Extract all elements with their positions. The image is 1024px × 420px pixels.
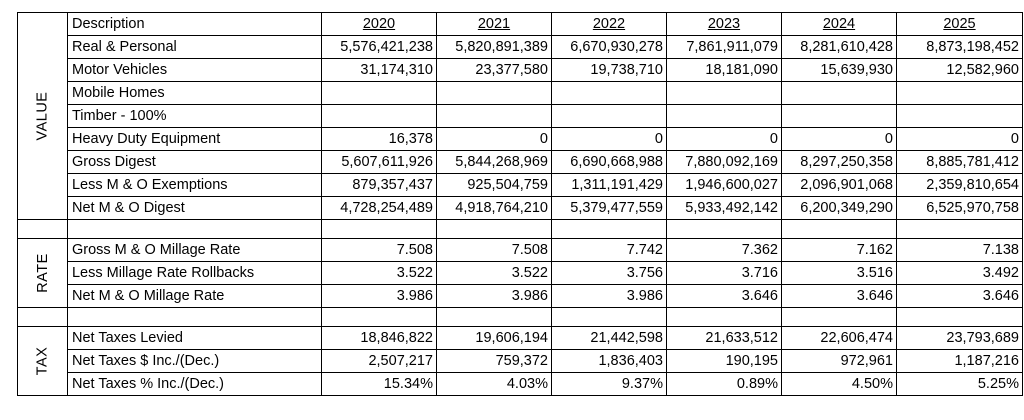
value-cell-2022: 9.37% (551, 373, 666, 396)
value-cell-2024: 4.50% (781, 373, 896, 396)
table-row (18, 174, 1023, 197)
year-header-2022: 2022 (551, 13, 666, 36)
section-label-value (18, 13, 68, 220)
value-cell-2020: 4,728,254,489 (321, 197, 436, 220)
spacer-cell (781, 220, 896, 239)
value-cell-2025: 1,187,216 (896, 350, 1022, 373)
value-cell-2022: 3.756 (551, 262, 666, 285)
section-label-text: RATE (34, 253, 51, 293)
value-cell-2022: 5,379,477,559 (551, 197, 666, 220)
value-cell-2024: 8,297,250,358 (781, 151, 896, 174)
value-cell-2022: 7.742 (551, 239, 666, 262)
value-cell-2021: 5,844,268,969 (436, 151, 551, 174)
year-header-2020: 2020 (321, 13, 436, 36)
value-cell-2020: 5,576,421,238 (321, 36, 436, 59)
year-header-2024: 2024 (781, 13, 896, 36)
value-cell-2023: 3.716 (666, 262, 781, 285)
value-cell-2021: 4.03% (436, 373, 551, 396)
table-row (18, 239, 1023, 262)
table-row (18, 373, 1023, 396)
spacer-row (18, 220, 1023, 239)
value-cell-2022: 1,311,191,429 (551, 174, 666, 197)
row-description: Heavy Duty Equipment (67, 128, 321, 151)
section-label-rate (18, 239, 68, 308)
digest-table-container (17, 12, 1023, 396)
table-row (18, 285, 1023, 308)
value-cell-2020: 16,378 (321, 128, 436, 151)
spacer-cell (18, 308, 68, 327)
spacer-cell (551, 220, 666, 239)
value-cell-2024: 3.516 (781, 262, 896, 285)
value-cell-2025: 3.646 (896, 285, 1022, 308)
value-cell-2022: 6,690,668,988 (551, 151, 666, 174)
value-cell-2025: 8,885,781,412 (896, 151, 1022, 174)
row-description: Less M & O Exemptions (67, 174, 321, 197)
spacer-row (18, 308, 1023, 327)
row-description: Net M & O Millage Rate (67, 285, 321, 308)
row-description: Motor Vehicles (67, 59, 321, 82)
spacer-cell (781, 308, 896, 327)
spacer-cell (67, 220, 321, 239)
year-header-2023: 2023 (666, 13, 781, 36)
value-cell-2022: 19,738,710 (551, 59, 666, 82)
value-cell-2022 (551, 82, 666, 105)
value-cell-2024: 2,096,901,068 (781, 174, 896, 197)
value-cell-2022: 1,836,403 (551, 350, 666, 373)
section-label-text: TAX (34, 346, 51, 376)
value-cell-2024: 22,606,474 (781, 327, 896, 350)
value-cell-2025: 7.138 (896, 239, 1022, 262)
description-header: Description (67, 13, 321, 36)
spacer-cell (896, 308, 1022, 327)
value-cell-2022: 6,670,930,278 (551, 36, 666, 59)
row-description: Net Taxes Levied (67, 327, 321, 350)
value-cell-2025: 8,873,198,452 (896, 36, 1022, 59)
spacer-cell (67, 308, 321, 327)
value-cell-2021: 3.522 (436, 262, 551, 285)
value-cell-2023: 0 (666, 128, 781, 151)
row-description: Net Taxes % Inc./(Dec.) (67, 373, 321, 396)
table-row (18, 82, 1023, 105)
value-cell-2020 (321, 105, 436, 128)
year-header-2021: 2021 (436, 13, 551, 36)
table-row (18, 36, 1023, 59)
table-row (18, 262, 1023, 285)
section-label-text: VALUE (34, 91, 51, 141)
section-label-tax (18, 327, 68, 396)
row-description: Real & Personal (67, 36, 321, 59)
value-cell-2023: 7,880,092,169 (666, 151, 781, 174)
value-cell-2022: 0 (551, 128, 666, 151)
value-cell-2023: 7,861,911,079 (666, 36, 781, 59)
value-cell-2020: 18,846,822 (321, 327, 436, 350)
value-cell-2023: 3.646 (666, 285, 781, 308)
value-cell-2025: 5.25% (896, 373, 1022, 396)
table-row (18, 151, 1023, 174)
row-description: Net Taxes $ Inc./(Dec.) (67, 350, 321, 373)
value-cell-2024 (781, 105, 896, 128)
spacer-cell (436, 220, 551, 239)
value-cell-2021: 0 (436, 128, 551, 151)
value-cell-2024: 8,281,610,428 (781, 36, 896, 59)
value-cell-2021: 7.508 (436, 239, 551, 262)
value-cell-2023: 21,633,512 (666, 327, 781, 350)
value-cell-2021: 925,504,759 (436, 174, 551, 197)
value-cell-2022: 3.986 (551, 285, 666, 308)
value-cell-2025: 3.492 (896, 262, 1022, 285)
value-cell-2025: 2,359,810,654 (896, 174, 1022, 197)
value-cell-2020: 3.986 (321, 285, 436, 308)
value-cell-2020: 7.508 (321, 239, 436, 262)
row-description: Mobile Homes (67, 82, 321, 105)
value-cell-2021: 4,918,764,210 (436, 197, 551, 220)
value-cell-2024: 3.646 (781, 285, 896, 308)
row-description: Gross M & O Millage Rate (67, 239, 321, 262)
value-cell-2024: 7.162 (781, 239, 896, 262)
spacer-cell (551, 308, 666, 327)
spacer-cell (896, 220, 1022, 239)
value-cell-2020 (321, 82, 436, 105)
value-cell-2021: 19,606,194 (436, 327, 551, 350)
tax-digest-table (17, 12, 1023, 396)
value-cell-2020: 2,507,217 (321, 350, 436, 373)
spacer-cell (666, 308, 781, 327)
table-row (18, 350, 1023, 373)
value-cell-2023: 5,933,492,142 (666, 197, 781, 220)
spacer-cell (321, 220, 436, 239)
value-cell-2021 (436, 82, 551, 105)
row-description: Gross Digest (67, 151, 321, 174)
value-cell-2025: 23,793,689 (896, 327, 1022, 350)
spacer-cell (321, 308, 436, 327)
value-cell-2023: 18,181,090 (666, 59, 781, 82)
value-cell-2025: 12,582,960 (896, 59, 1022, 82)
value-cell-2021: 3.986 (436, 285, 551, 308)
table-row (18, 59, 1023, 82)
row-description: Timber - 100% (67, 105, 321, 128)
row-description: Net M & O Digest (67, 197, 321, 220)
value-cell-2020: 15.34% (321, 373, 436, 396)
value-cell-2025: 0 (896, 128, 1022, 151)
value-cell-2020: 3.522 (321, 262, 436, 285)
table-row (18, 197, 1023, 220)
value-cell-2021 (436, 105, 551, 128)
table-row (18, 128, 1023, 151)
value-cell-2025 (896, 105, 1022, 128)
value-cell-2023 (666, 82, 781, 105)
value-cell-2024: 15,639,930 (781, 59, 896, 82)
value-cell-2025 (896, 82, 1022, 105)
table-row (18, 105, 1023, 128)
value-cell-2021: 23,377,580 (436, 59, 551, 82)
spacer-cell (18, 220, 68, 239)
value-cell-2023: 7.362 (666, 239, 781, 262)
value-cell-2021: 759,372 (436, 350, 551, 373)
year-header-2025: 2025 (896, 13, 1022, 36)
row-description: Less Millage Rate Rollbacks (67, 262, 321, 285)
header-row (18, 13, 1023, 36)
value-cell-2020: 5,607,611,926 (321, 151, 436, 174)
spacer-cell (436, 308, 551, 327)
value-cell-2023 (666, 105, 781, 128)
value-cell-2021: 5,820,891,389 (436, 36, 551, 59)
value-cell-2024: 6,200,349,290 (781, 197, 896, 220)
value-cell-2024: 0 (781, 128, 896, 151)
table-row (18, 327, 1023, 350)
value-cell-2023: 1,946,600,027 (666, 174, 781, 197)
value-cell-2025: 6,525,970,758 (896, 197, 1022, 220)
value-cell-2023: 0.89% (666, 373, 781, 396)
value-cell-2024 (781, 82, 896, 105)
value-cell-2023: 190,195 (666, 350, 781, 373)
value-cell-2022 (551, 105, 666, 128)
value-cell-2022: 21,442,598 (551, 327, 666, 350)
value-cell-2020: 31,174,310 (321, 59, 436, 82)
value-cell-2024: 972,961 (781, 350, 896, 373)
value-cell-2020: 879,357,437 (321, 174, 436, 197)
spacer-cell (666, 220, 781, 239)
